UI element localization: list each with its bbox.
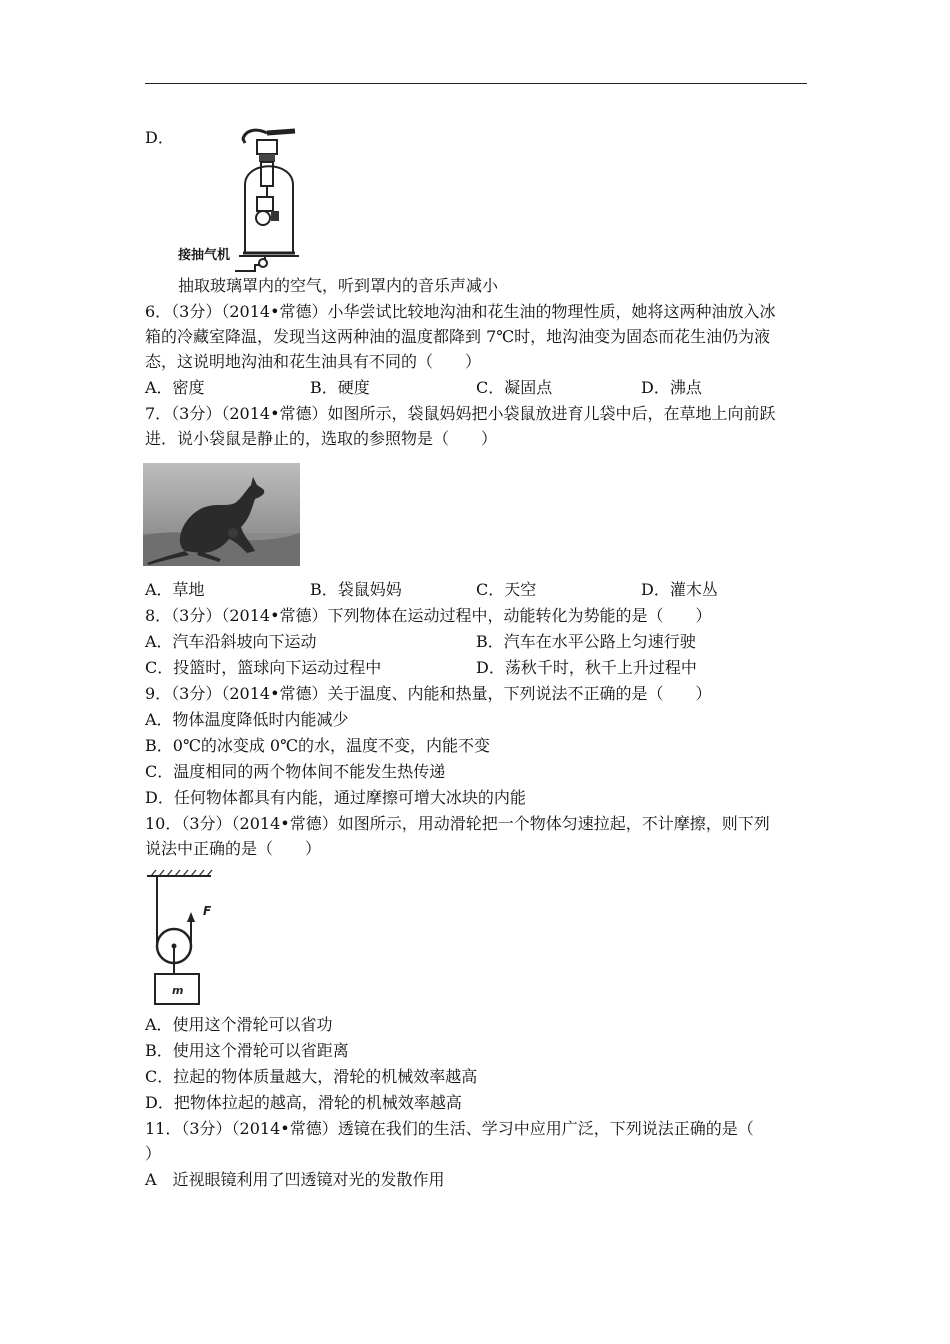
q10-stem-line2: 说法中正确的是（ ） [145, 839, 322, 858]
q11-option-a: A 近视眼镜利用了凹透镜对光的发散作用 [145, 1170, 445, 1189]
q7-option-a: A．草地 [145, 580, 205, 599]
q6-stem-line1: 6．（3分）（2014•常德）小华尝试比较地沟油和花生油的物理性质，她将这两种油放入冰 [145, 302, 776, 321]
q11-stem-line2: ） [145, 1144, 162, 1163]
q9-option-a: A．物体温度降低时内能减少 [145, 710, 349, 729]
q9-option-b: B．0℃的冰变成 0℃的水，温度不变，内能不变 [145, 736, 491, 755]
bell-jar-figure-label: 接抽气机 [178, 248, 231, 263]
q6-option-c: C．凝固点 [476, 378, 553, 397]
q5-option-d-letter: D． [145, 128, 174, 147]
pulley-figure [143, 868, 218, 1010]
q7-option-d: D．灌木丛 [641, 580, 718, 599]
q10-option-c: C．拉起的物体质量越大，滑轮的机械效率越高 [145, 1067, 478, 1086]
q6-option-a: A．密度 [145, 378, 205, 397]
q10-stem-line1: 10．（3分）（2014•常德）如图所示，用动滑轮把一个物体匀速拉起，不计摩擦，则下列 [145, 814, 770, 833]
q8-option-c: C．投篮时，篮球向下运动过程中 [145, 658, 382, 677]
q9-stem: 9．（3分）（2014•常德）关于温度、内能和热量，下列说法不正确的是（ ） [145, 684, 712, 703]
pulley-mass-label: m [172, 984, 184, 997]
q7-option-c: C．天空 [476, 580, 537, 599]
q8-option-b: B．汽车在水平公路上匀速行驶 [476, 632, 696, 651]
q8-stem: 8．（3分）（2014•常德）下列物体在运动过程中，动能转化为势能的是（ ） [145, 606, 712, 625]
q8-option-d: D．荡秋千时，秋千上升过程中 [476, 658, 697, 677]
q7-option-b: B．袋鼠妈妈 [310, 580, 402, 599]
q11-stem-line1: 11．（3分）（2014•常德）透镜在我们的生活、学习中应用广泛，下列说法正确的是（ [145, 1119, 754, 1138]
pulley-force-label: F [203, 904, 212, 918]
q6-stem-line3: 态，这说明地沟油和花生油具有不同的（ ） [145, 352, 482, 371]
q7-stem-line1: 7．（3分）（2014•常德）如图所示，袋鼠妈妈把小袋鼠放进育儿袋中后，在草地上向前跃 [145, 404, 776, 423]
q9-option-c: C．温度相同的两个物体间不能发生热传递 [145, 762, 446, 781]
q6-stem-line2: 箱的冷藏室降温，发现当这两种油的温度都降到 7℃时，地沟油变为固态而花生油仍为液 [145, 327, 771, 346]
q7-stem-line2: 进．说小袋鼠是静止的，选取的参照物是（ ） [145, 429, 498, 448]
q10-option-d: D．把物体拉起的越高，滑轮的机械效率越高 [145, 1093, 462, 1112]
header-rule [145, 83, 807, 84]
q10-option-b: B．使用这个滑轮可以省距离 [145, 1041, 349, 1060]
q8-option-a: A．汽车沿斜坡向下运动 [145, 632, 317, 651]
q6-option-b: B．硬度 [310, 378, 370, 397]
q6-option-d: D．沸点 [641, 378, 702, 397]
q5-option-d-text: 抽取玻璃罩内的空气，听到罩内的音乐声减小 [178, 276, 499, 295]
q9-option-d: D．任何物体都具有内能，通过摩擦可增大冰块的内能 [145, 788, 526, 807]
kangaroo-photo [143, 463, 300, 566]
q10-option-a: A．使用这个滑轮可以省功 [145, 1015, 333, 1034]
